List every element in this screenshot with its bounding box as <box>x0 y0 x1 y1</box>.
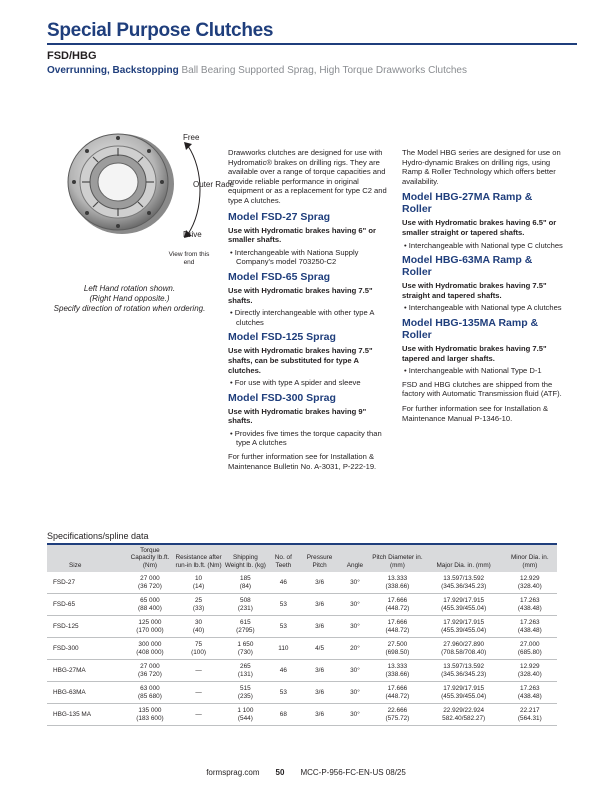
clutch-illustration <box>60 128 178 238</box>
specs-table-body <box>47 572 557 726</box>
table-cell <box>370 638 425 660</box>
model-heading: FSD/HBG <box>47 50 97 62</box>
hbg-27-title: Model HBG-27MA Ramp & Roller <box>402 191 533 216</box>
cell-value: 22.666 <box>387 707 408 715</box>
col-header-major-dia: Major Dia. in. (mm) <box>425 544 503 572</box>
table-cell <box>503 572 557 594</box>
cell-value: (685.80) <box>517 648 542 656</box>
fsd-27-usage: Use with Hydromatic brakes having 6" or smaller shafts. <box>228 225 376 245</box>
table-cell <box>267 572 299 594</box>
cell-value: 30° <box>350 711 360 719</box>
col-header-torque: Torque Capacity lb.ft. (Nm) <box>126 544 173 572</box>
table-cell <box>223 572 267 594</box>
col-header-pressure: Pressure Pitch <box>299 544 339 572</box>
cell-value: 10 <box>194 575 203 583</box>
table-cell <box>267 594 299 616</box>
cell-value: (708.58/708.40) <box>441 648 487 656</box>
cell-value: 615 <box>240 619 251 627</box>
cell-value: (564.31) <box>517 714 542 722</box>
cell-value: 508 <box>240 597 251 605</box>
cell-value: 3/6 <box>315 579 324 587</box>
col-header-size: Size <box>47 544 126 572</box>
table-cell <box>425 638 503 660</box>
table-cell <box>47 682 126 704</box>
cell-value: (84) <box>239 582 252 590</box>
cell-value: (36 720) <box>138 582 162 590</box>
cell-value: (575.72) <box>385 714 410 722</box>
cell-value: 30° <box>350 579 360 587</box>
cell-value: 17.666 <box>387 619 408 627</box>
cell-value: FSD-65 <box>53 601 76 609</box>
fsd-300-usage: Use with Hydromatic brakes having 9" shafts. <box>228 406 367 426</box>
cell-value: 30° <box>350 667 360 675</box>
cell-value: 17.666 <box>387 597 408 605</box>
hbg-intro: The Model HBG series are designed for use on Hydro-dynamic Brakes on drilling rigs, using Ramp & Roller Technology which offers better availability. <box>402 148 561 186</box>
table-cell <box>370 704 425 726</box>
cell-value: (85 680) <box>138 692 162 700</box>
cell-value: (408 000) <box>136 648 164 656</box>
hbg-outro-1: FSD and HBG clutches are shipped from the factory with Automatic Transmission fluid (ATF). <box>402 379 562 399</box>
hbg-63-title: Model HBG-63MA Ramp & Roller <box>402 254 533 279</box>
table-cell <box>47 660 126 682</box>
cell-value: HBG-135 MA <box>53 711 92 719</box>
cell-value: (698.50) <box>385 648 410 656</box>
specs-table <box>47 543 557 726</box>
table-cell <box>47 572 126 594</box>
table-cell <box>223 704 267 726</box>
cell-value: (170 000) <box>136 626 164 634</box>
cell-value: 22.929/22.924 <box>443 707 485 715</box>
table-cell <box>503 594 557 616</box>
cell-value: 17.263 <box>520 685 540 693</box>
cell-value: 17.263 <box>520 619 540 627</box>
cell-value: (345.36/345.23) <box>441 582 487 590</box>
table-cell <box>503 660 557 682</box>
cell-value: (338.66) <box>385 582 410 590</box>
table-cell <box>174 660 224 682</box>
cell-value: 53 <box>279 623 287 631</box>
cell-value: 22.217 <box>520 707 540 715</box>
cell-value: 3/6 <box>315 623 324 631</box>
cell-value: 27.500 <box>387 641 408 649</box>
fsd-27-bullet: • Interchangeable with Nationa Supply Company's model 703250-C2 <box>230 247 359 267</box>
col-header-resistance: Resistance after run-in lb.ft. (Nm) <box>174 544 224 572</box>
cell-value: (88 400) <box>138 604 162 612</box>
cell-value: (544) <box>237 714 253 722</box>
cell-value: (14) <box>192 582 205 590</box>
cell-value: HBG-27MA <box>53 667 86 675</box>
cell-value: — <box>195 711 202 719</box>
table-cell <box>174 572 224 594</box>
table-cell <box>370 594 425 616</box>
table-cell <box>126 616 173 638</box>
cell-value: 3/6 <box>315 667 324 675</box>
col-header-teeth: No. of Teeth <box>267 544 299 572</box>
hbg-135-usage: Use with Hydromatic brakes having 7.5" tapered and larger shafts. <box>402 343 547 363</box>
cell-value: 265 <box>240 663 251 671</box>
table-cell <box>425 704 503 726</box>
cell-value: 30 <box>194 619 203 627</box>
fsd-125-usage: Use with Hydromatic brakes having 7.5" shafts, can be substituted for type A clutches. <box>228 346 373 375</box>
cell-value: 30° <box>350 623 360 631</box>
col-header-minor-dia: Minor Dia. in. (mm) <box>503 544 557 572</box>
cell-value: — <box>195 689 202 697</box>
rotation-arrow <box>170 140 210 240</box>
hbg-135-bullet: • Interchangeable with National Type D-1 <box>404 366 542 376</box>
table-cell <box>503 682 557 704</box>
cell-value: (36 720) <box>138 670 162 678</box>
cell-value: 53 <box>279 601 287 609</box>
table-cell <box>267 638 299 660</box>
cell-value: (231) <box>237 604 253 612</box>
table-cell <box>299 638 339 660</box>
cell-value: 3/6 <box>315 601 324 609</box>
caption-line: (Right Hand opposite.) <box>89 294 170 303</box>
fsd-intro: Drawworks clutches are designed for use with Hydromatic® brakes on drilling rigs. They are available over a range of torque capacities and provide reliable performance in original equipment or as a replacement for type C2 and type A clutches. <box>228 148 387 205</box>
title-divider <box>47 43 577 45</box>
table-row <box>47 682 557 704</box>
specs-title: Specifications/spline data <box>47 531 149 541</box>
col-header-angle: Angle <box>340 544 370 572</box>
cell-value: 27 000 <box>140 575 160 583</box>
cell-value: 27 000 <box>140 663 160 671</box>
cell-value: 13.333 <box>387 575 408 583</box>
table-cell <box>223 682 267 704</box>
cell-value: (2795) <box>236 626 255 634</box>
cell-value: 46 <box>279 667 287 675</box>
cell-value: 27.960/27.890 <box>443 641 485 649</box>
fsd-65-title: Model FSD-65 Sprag <box>228 270 331 283</box>
cell-value: (455.39/455.04) <box>441 604 487 612</box>
cell-value: FSD-27 <box>53 579 76 587</box>
table-cell <box>174 594 224 616</box>
col-header-pitch-diameter: Pitch Diameter in. (mm) <box>370 544 425 572</box>
table-cell <box>47 616 126 638</box>
cell-value: (33) <box>192 604 205 612</box>
table-cell <box>267 660 299 682</box>
cell-value: 30° <box>350 601 360 609</box>
table-row <box>47 660 557 682</box>
cell-value: 4/5 <box>315 645 324 653</box>
cell-value: 27.000 <box>520 641 540 649</box>
table-cell <box>340 682 370 704</box>
hbg-27-usage: Use with Hydromatic brakes having 6.5" or smaller straight or tapered shafts. <box>402 218 557 237</box>
table-cell <box>503 704 557 726</box>
table-cell <box>47 638 126 660</box>
table-row <box>47 638 557 660</box>
fsd-65-bullet: • Directly interchangeable with other type A clutches <box>230 308 375 327</box>
table-cell <box>126 660 173 682</box>
cell-value: 12.929 <box>520 575 540 583</box>
figure-caption <box>47 284 212 314</box>
cell-value: (438.48) <box>517 692 542 700</box>
table-cell <box>223 638 267 660</box>
table-row <box>47 594 557 616</box>
column-fsd <box>228 148 390 476</box>
cell-value: 46 <box>279 579 287 587</box>
fsd-300-bullet: • Provides five times the torque capacity than type A clutches <box>230 428 382 448</box>
cell-value: 300 000 <box>138 641 162 649</box>
cell-value: 1 650 <box>237 641 254 649</box>
table-row <box>47 704 557 726</box>
hbg-63-bullet: • Interchangeable with National type A clutches <box>404 303 562 313</box>
table-cell <box>267 704 299 726</box>
label-free: Free <box>183 133 200 142</box>
hbg-outro-2: For further information see for Installation & Maintenance Manual P-1346-10. <box>402 403 549 423</box>
table-cell <box>299 704 339 726</box>
cell-value: 17.929/17.915 <box>443 685 485 693</box>
table-row <box>47 616 557 638</box>
subtitle-rest: Ball Bearing Supported Sprag, High Torque Drawworks Clutches <box>178 65 467 76</box>
cell-value: (438.48) <box>517 626 542 634</box>
fsd-outro: For further information see for Installation & Maintenance Bulletin No. A-3031, P-222-19. <box>228 452 377 471</box>
table-cell <box>299 682 339 704</box>
table-cell <box>425 616 503 638</box>
table-cell <box>299 594 339 616</box>
table-cell <box>47 704 126 726</box>
cell-value: 582.40/582.27) <box>442 714 486 722</box>
cell-value: (448.72) <box>385 626 410 634</box>
table-cell <box>223 616 267 638</box>
table-cell <box>340 660 370 682</box>
fsd-125-title: Model FSD-125 Sprag <box>228 331 336 344</box>
table-cell <box>126 572 173 594</box>
cell-value: 185 <box>240 575 251 583</box>
table-cell <box>340 572 370 594</box>
cell-value: 17.263 <box>520 597 540 605</box>
cell-value: 135 000 <box>138 707 162 715</box>
table-cell <box>47 594 126 616</box>
cell-value: (183 600) <box>136 714 164 722</box>
label-drive: Drive <box>183 230 202 239</box>
cell-value: 3/6 <box>315 711 324 719</box>
cell-value: 65 000 <box>140 597 160 605</box>
table-cell <box>340 594 370 616</box>
hbg-135-title: Model HBG-135MA Ramp & Roller <box>402 316 539 341</box>
table-cell <box>223 594 267 616</box>
cell-value: 17.929/17.915 <box>443 597 485 605</box>
table-row <box>47 572 557 594</box>
label-view-end: View from this end <box>168 251 210 266</box>
cell-value: 125 000 <box>138 619 162 627</box>
cell-value: 13.597/13.592 <box>443 663 485 671</box>
table-cell <box>340 616 370 638</box>
cell-value: 25 <box>194 597 203 605</box>
table-cell <box>503 616 557 638</box>
table-cell <box>126 682 173 704</box>
cell-value: (338.66) <box>385 670 410 678</box>
cell-value: — <box>195 667 202 675</box>
cell-value: 13.333 <box>387 663 408 671</box>
cell-value: 30° <box>350 689 360 697</box>
cell-value: (131) <box>237 670 253 678</box>
table-cell <box>299 572 339 594</box>
cell-value: (100) <box>191 648 206 656</box>
cell-value: (438.48) <box>517 604 542 612</box>
cell-value: 1 100 <box>237 707 254 715</box>
cell-value: FSD-300 <box>53 645 79 653</box>
table-cell <box>174 682 224 704</box>
cell-value: (235) <box>237 692 253 700</box>
cell-value: 20° <box>350 645 360 653</box>
table-cell <box>126 704 173 726</box>
subtitle-bold: Overrunning, Backstopping <box>47 65 179 76</box>
table-cell <box>370 660 425 682</box>
subtitle <box>47 65 467 76</box>
cell-value: (345.36/345.23) <box>441 670 487 678</box>
table-cell <box>425 682 503 704</box>
table-cell <box>267 616 299 638</box>
footer-site: formsprag.com <box>206 768 260 777</box>
fsd-125-bullet: • For use with type A spider and sleeve <box>230 378 361 388</box>
table-cell <box>370 572 425 594</box>
cell-value: (455.39/455.04) <box>441 692 487 700</box>
cell-value: 63 000 <box>140 685 160 693</box>
cell-value: 17.929/17.915 <box>443 619 485 627</box>
cell-value: 13.597/13.592 <box>443 575 485 583</box>
table-cell <box>370 682 425 704</box>
cell-value: FSD-125 <box>53 623 79 631</box>
table-cell <box>126 594 173 616</box>
table-cell <box>299 660 339 682</box>
cell-value: 12.929 <box>520 663 540 671</box>
cell-value: (40) <box>192 626 205 634</box>
table-cell <box>340 638 370 660</box>
hbg-63-usage: Use with Hydromatic brakes having 7.5" straight and tapered shafts. <box>402 281 547 300</box>
col-header-weight: Shipping Weight lb. (kg) <box>223 544 267 572</box>
fsd-65-usage: Use with Hydromatic brakes having 7.5" shafts. <box>228 285 373 305</box>
cell-value: 3/6 <box>315 689 324 697</box>
table-cell <box>370 616 425 638</box>
page-footer <box>0 768 612 777</box>
cell-value: (328.40) <box>517 670 542 678</box>
cell-value: 110 <box>278 645 289 653</box>
cell-value: (448.72) <box>385 692 410 700</box>
table-cell <box>174 704 224 726</box>
column-hbg <box>402 148 564 428</box>
table-cell <box>425 572 503 594</box>
table-cell <box>174 616 224 638</box>
cell-value: HBG-63MA <box>53 689 86 697</box>
page-title: Special Purpose Clutches <box>47 20 274 41</box>
table-cell <box>425 594 503 616</box>
fsd-300-title: Model FSD-300 Sprag <box>228 391 336 404</box>
table-cell <box>425 660 503 682</box>
table-cell <box>126 638 173 660</box>
cell-value: 68 <box>279 711 287 719</box>
table-cell <box>267 682 299 704</box>
caption-line: Left Hand rotation shown. <box>83 284 176 293</box>
cell-value: (455.39/455.04) <box>441 626 487 634</box>
table-cell <box>223 660 267 682</box>
cell-value: (730) <box>237 648 253 656</box>
cell-value: 53 <box>279 689 287 697</box>
cell-value: (448.72) <box>385 604 410 612</box>
footer-doc-code: MCC-P-956-FC-EN-US 08/25 <box>300 768 406 777</box>
table-cell <box>503 638 557 660</box>
cell-value: (328.40) <box>517 582 542 590</box>
table-cell <box>340 704 370 726</box>
table-cell <box>299 616 339 638</box>
cell-value: 75 <box>194 641 203 649</box>
label-outer-race: Outer Race <box>193 180 234 189</box>
cell-value: 515 <box>240 685 251 693</box>
page-number: 50 <box>275 768 285 777</box>
caption-line: Specify direction of rotation when ordering. <box>53 304 206 313</box>
fsd-27-title: Model FSD-27 Sprag <box>228 210 331 223</box>
hbg-27-bullet: • Interchangeable with National type C clutches <box>404 240 563 250</box>
cell-value: 17.666 <box>387 685 408 693</box>
table-cell <box>174 638 224 660</box>
